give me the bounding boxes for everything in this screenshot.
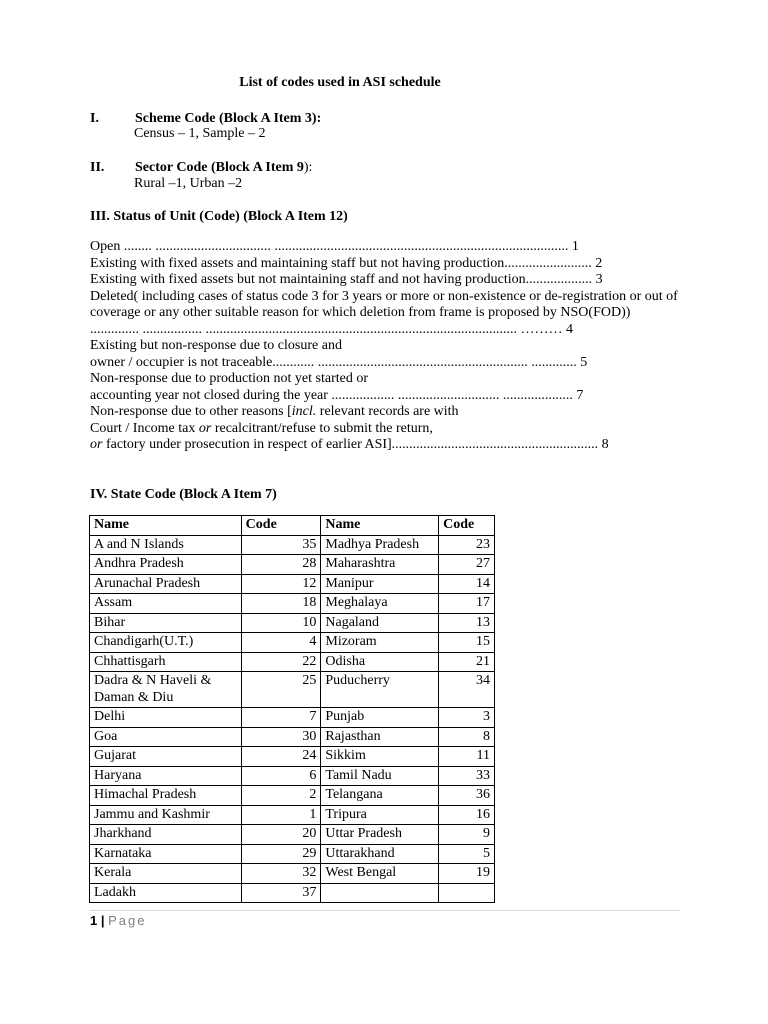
status-line: accounting year not closed during the year .................. ............................. .................... 7 (90, 387, 584, 403)
table-row (90, 574, 495, 594)
state-code-cell: 5 (439, 844, 495, 864)
table-row (90, 883, 495, 903)
state-name-cell: Tripura (321, 805, 439, 825)
section-heading: Sector Code (Block A Item 9 (135, 160, 304, 175)
sector-code-heading (90, 160, 312, 177)
state-code-cell: 12 (241, 574, 321, 594)
state-code-cell: 1 (241, 805, 321, 825)
status-line: Court / Income tax or recalcitrant/refuse to submit the return, (90, 420, 433, 436)
section-heading-tail: ): (303, 160, 313, 175)
state-name-cell: Punjab (321, 708, 439, 728)
state-code-cell: 33 (439, 766, 495, 786)
state-name-cell: Kerala (90, 864, 242, 884)
state-code-cell: 21 (439, 652, 495, 672)
state-code-cell: 3 (439, 708, 495, 728)
table-row (90, 594, 495, 614)
state-table-body (90, 535, 495, 903)
state-code-cell: 20 (241, 825, 321, 845)
table-row (90, 555, 495, 575)
state-name-cell: Chandigarh(U.T.) (90, 633, 242, 653)
page-title: List of codes used in ASI schedule (239, 75, 441, 90)
state-name-cell: Tamil Nadu (321, 766, 439, 786)
table-row (90, 727, 495, 747)
section-heading: . State Code (Block A Item 7) (103, 487, 277, 502)
state-name-cell: Jharkhand (90, 825, 242, 845)
state-code-cell: 25 (241, 672, 321, 708)
state-name-cell: Delhi (90, 708, 242, 728)
state-name-cell: Andhra Pradesh (90, 555, 242, 575)
state-code-cell: 13 (439, 613, 495, 633)
state-code-cell: 11 (439, 747, 495, 767)
status-line: Deleted( including cases of status code 3 for 3 years or more or non-existence or de-registration or out of (90, 288, 678, 304)
state-code-cell: 32 (241, 864, 321, 884)
state-name-cell: West Bengal (321, 864, 439, 884)
table-row (90, 805, 495, 825)
footer-separator: | (100, 913, 105, 928)
state-code-cell: 24 (241, 747, 321, 767)
sector-code-values: Rural –1, Urban –2 (134, 176, 243, 191)
table-row (90, 844, 495, 864)
status-line: Existing but non-response due to closure and (90, 338, 342, 353)
table-row (90, 613, 495, 633)
state-code-cell: 4 (241, 633, 321, 653)
scheme-code-values: Census – 1, Sample – 2 (134, 126, 266, 141)
state-code-cell: 37 (241, 883, 321, 903)
status-line: owner / occupier is not traceable............ ............................................................ ............. 5 (90, 354, 588, 370)
column-header: Name (90, 516, 242, 536)
status-line: Existing with fixed assets and maintaining staff but not having production......................... 2 (90, 255, 603, 271)
state-name-cell: Himachal Pradesh (90, 786, 242, 806)
table-row (90, 535, 495, 555)
column-header: Code (439, 516, 495, 536)
state-code-cell: 18 (241, 594, 321, 614)
status-code-list (90, 239, 690, 454)
state-code-cell: 36 (439, 786, 495, 806)
state-name-cell: Gujarat (90, 747, 242, 767)
table-row (90, 864, 495, 884)
state-code-cell: 6 (241, 766, 321, 786)
state-code-heading (90, 487, 277, 504)
state-code-cell: 29 (241, 844, 321, 864)
state-name-cell: Puducherry (321, 672, 439, 708)
column-header: Name (321, 516, 439, 536)
state-code-table (89, 515, 495, 903)
table-row (90, 747, 495, 767)
status-line: Non-response due to other reasons [incl. relevant records are with (90, 404, 459, 419)
status-code-heading: III. Status of Unit (Code) (Block A Item 12) (90, 209, 348, 224)
state-code-cell: 22 (241, 652, 321, 672)
state-name-cell: Madhya Pradesh (321, 535, 439, 555)
page-label: Page (108, 913, 147, 928)
state-name-cell: A and N Islands (90, 535, 242, 555)
state-code-cell: 7 (241, 708, 321, 728)
table-header-row (90, 516, 495, 536)
state-code-cell: 35 (241, 535, 321, 555)
section-number: IV (90, 487, 104, 502)
state-name-cell: Ladakh (90, 883, 242, 903)
state-code-cell: 14 (439, 574, 495, 594)
state-code-cell: 9 (439, 825, 495, 845)
state-code-cell: 34 (439, 672, 495, 708)
state-name-cell: Meghalaya (321, 594, 439, 614)
status-line: Existing with fixed assets but not maintaining staff and not having production................... 3 (90, 272, 603, 287)
state-name-cell: Telangana (321, 786, 439, 806)
state-name-cell: Haryana (90, 766, 242, 786)
column-header: Code (241, 516, 321, 536)
state-code-cell: 10 (241, 613, 321, 633)
table-row (90, 652, 495, 672)
state-name-cell: Uttar Pradesh (321, 825, 439, 845)
state-name-cell: Maharashtra (321, 555, 439, 575)
state-code-cell: 2 (241, 786, 321, 806)
state-code-cell: 19 (439, 864, 495, 884)
state-name-cell: Mizoram (321, 633, 439, 653)
page-number: 1 (90, 913, 98, 928)
status-line: Open ........ ................................. .................................................................................... 1 (90, 239, 579, 254)
table-row (90, 766, 495, 786)
state-code-cell: 15 (439, 633, 495, 653)
table-row (90, 672, 495, 708)
state-code-cell: 23 (439, 535, 495, 555)
page-footer (90, 913, 147, 930)
state-code-cell: 17 (439, 594, 495, 614)
state-name-cell: Assam (90, 594, 242, 614)
state-name-cell: Rajasthan (321, 727, 439, 747)
table-row (90, 825, 495, 845)
state-name-cell: Karnataka (90, 844, 242, 864)
state-name-cell: Jammu and Kashmir (90, 805, 242, 825)
state-name-cell: Goa (90, 727, 242, 747)
state-code-cell: 16 (439, 805, 495, 825)
state-code-cell: 8 (439, 727, 495, 747)
section-heading: Scheme Code (Block A Item 3): (135, 111, 322, 126)
status-line: coverage or any other suitable reason for which deletion from frame is proposed by NSO(FOD)) (90, 305, 631, 320)
state-name-cell: Nagaland (321, 613, 439, 633)
state-name-cell: Dadra & N Haveli & Daman & Diu (90, 672, 242, 708)
table-row (90, 786, 495, 806)
state-name-cell: Arunachal Pradesh (90, 574, 242, 594)
state-name-cell: Odisha (321, 652, 439, 672)
status-line: .............. ................. ......................................................................................... ……… 4 (90, 321, 573, 337)
footer-divider (90, 910, 680, 911)
state-code-cell: 28 (241, 555, 321, 575)
state-code-cell: 27 (439, 555, 495, 575)
state-name-cell: Uttarakhand (321, 844, 439, 864)
status-line: or factory under prosecution in respect of earlier ASI]........................................................... 8 (90, 437, 609, 452)
state-name-cell: Chhattisgarh (90, 652, 242, 672)
table-row (90, 633, 495, 653)
state-code-cell (439, 883, 495, 903)
section-number: I. (90, 111, 99, 126)
state-name-cell: Sikkim (321, 747, 439, 767)
state-code-cell: 30 (241, 727, 321, 747)
state-name-cell (321, 883, 439, 903)
state-name-cell: Manipur (321, 574, 439, 594)
status-line: Non-response due to production not yet started or (90, 371, 368, 386)
state-name-cell: Bihar (90, 613, 242, 633)
table-row (90, 708, 495, 728)
section-number: II. (90, 160, 105, 175)
